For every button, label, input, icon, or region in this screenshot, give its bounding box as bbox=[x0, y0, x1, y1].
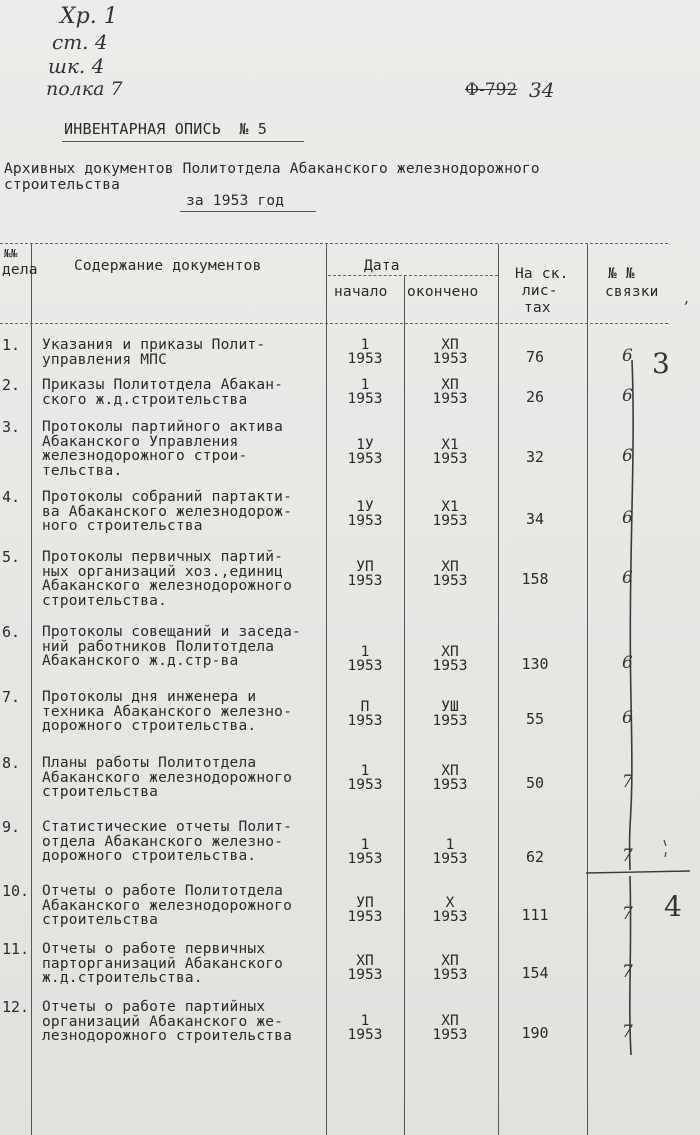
row-page-count: 76 bbox=[525, 348, 545, 366]
date-end-year: 1953 bbox=[432, 351, 468, 367]
date-start-month: XП bbox=[356, 953, 374, 969]
date-end-month: УШ bbox=[441, 699, 459, 715]
col-header-content: Содержание документов bbox=[74, 258, 262, 274]
date-start-year: 1953 bbox=[347, 909, 383, 925]
row-content-line: лезнодорожного строительства bbox=[42, 1028, 293, 1044]
fond-struck: Ф-792 bbox=[465, 80, 518, 100]
year-line: за 1953 год bbox=[186, 193, 285, 209]
hand-mark-line4: полка 7 bbox=[46, 78, 123, 100]
row-number: 3. bbox=[2, 418, 21, 436]
row-page-count: 55 bbox=[525, 710, 545, 728]
row-number: 12. bbox=[2, 998, 30, 1016]
date-end-month: XП bbox=[441, 559, 459, 575]
date-start-year: 1953 bbox=[347, 351, 383, 367]
date-start-year: 1953 bbox=[347, 513, 383, 529]
row-content-line: Протоколы собраний партакти- bbox=[42, 489, 293, 505]
row-content-line: дорожного строительства. bbox=[42, 718, 257, 734]
row-content-line: организаций Абаканского же- bbox=[42, 1013, 284, 1030]
date-start-month: 1 bbox=[360, 763, 370, 779]
date-start-month: 1У bbox=[356, 499, 374, 515]
hand-mark-line3: шк. 4 bbox=[48, 54, 105, 78]
date-start-month: УП bbox=[356, 895, 374, 911]
row-page-count: 62 bbox=[525, 848, 545, 866]
row-number: 5. bbox=[2, 548, 21, 566]
row-number: 1. bbox=[2, 336, 21, 354]
row-bundle-number: 7 bbox=[622, 772, 633, 792]
col-header-date-end: окончено bbox=[407, 284, 479, 300]
row-content-line: дорожного строительства. bbox=[42, 848, 257, 864]
date-start-month: П bbox=[360, 699, 370, 715]
col-header-date-start: начало bbox=[334, 284, 388, 300]
date-end-month: XП bbox=[441, 377, 459, 393]
row-page-count: 34 bbox=[525, 510, 545, 528]
date-end-month: X1 bbox=[441, 437, 459, 453]
row-content-line: Абаканского ж.д.стр-ва bbox=[42, 653, 239, 669]
row-number: 2. bbox=[2, 376, 21, 394]
date-end-year: 1953 bbox=[432, 391, 468, 407]
row-page-count: 50 bbox=[525, 774, 545, 792]
row-content-line: строительства. bbox=[42, 592, 168, 609]
row-number: 8. bbox=[2, 754, 21, 772]
row-bundle-number: 6 bbox=[622, 446, 633, 466]
row-content-line: отдела Абаканского железно- bbox=[42, 833, 284, 850]
row-content-line: ва Абаканского железнодорож- bbox=[42, 503, 293, 520]
row-number: 7. bbox=[2, 688, 21, 706]
fond-number: 34 bbox=[529, 78, 555, 102]
date-end-year: 1953 bbox=[432, 909, 468, 925]
row-content-line: Абаканского железнодорожного bbox=[42, 769, 293, 786]
row-content-line: ний работников Политотдела bbox=[42, 638, 275, 655]
row-number: 6. bbox=[2, 623, 21, 641]
date-end-year: 1953 bbox=[432, 967, 468, 983]
row-content-line: строительства bbox=[42, 912, 159, 928]
row-bundle-number: 6 bbox=[622, 708, 633, 728]
date-start-year: 1953 bbox=[347, 713, 383, 729]
date-end-year: 1953 bbox=[432, 1027, 468, 1043]
row-page-count: 111 bbox=[521, 906, 549, 924]
bundle-3-mark: 3 bbox=[652, 347, 670, 380]
row-content-line: техника Абаканского железно- bbox=[42, 703, 293, 720]
margin-comma-mark: , bbox=[684, 288, 690, 307]
row-content-line: Абаканского железнодорожного bbox=[42, 578, 293, 594]
date-end-month: XП bbox=[441, 763, 459, 779]
date-start-year: 1953 bbox=[347, 967, 383, 983]
date-start-year: 1953 bbox=[347, 777, 383, 793]
row-bundle-number: 7 bbox=[622, 904, 633, 924]
page-title: ИНВЕНТАРНАЯ ОПИСЬ № 5 bbox=[64, 120, 268, 138]
row-bundle-number: 6 bbox=[622, 386, 633, 406]
row-content-line: управления МПС bbox=[42, 351, 168, 368]
date-start-month: 1У bbox=[356, 437, 374, 453]
bundle-4-mark: 4 bbox=[664, 890, 682, 923]
row-page-count: 26 bbox=[525, 388, 545, 406]
row-content-line: ж.д.строительства. bbox=[42, 970, 203, 986]
date-end-month: XП bbox=[441, 644, 459, 660]
date-end-month: 1 bbox=[445, 837, 455, 853]
col-header-pages-l3: тах bbox=[524, 300, 551, 316]
row-content-line: железнодорожного строи- bbox=[42, 448, 248, 464]
row-content-line: Протоколы дня инженера и bbox=[42, 689, 257, 705]
col-header-num-top: №№ bbox=[4, 247, 18, 260]
date-start-month: 1 bbox=[360, 837, 370, 853]
hand-mark-line1: Хр. 1 bbox=[60, 4, 118, 29]
date-start-month: 1 bbox=[360, 337, 370, 353]
col-header-date: Дата bbox=[364, 258, 400, 274]
row-content-line: Приказы Политотдела Абакан- bbox=[42, 377, 284, 393]
date-start-year: 1953 bbox=[347, 391, 383, 407]
date-end-year: 1953 bbox=[432, 777, 468, 793]
date-start-year: 1953 bbox=[347, 1027, 383, 1043]
date-start-month: 1 bbox=[360, 1013, 370, 1029]
row-bundle-number: 7 bbox=[622, 1022, 633, 1042]
date-start-year: 1953 bbox=[347, 573, 383, 589]
row-bundle-number: 7 bbox=[622, 962, 633, 982]
row-content-line: Протоколы совещаний и заседа- bbox=[42, 624, 301, 640]
date-end-year: 1953 bbox=[432, 713, 468, 729]
date-start-month: 1 bbox=[360, 644, 370, 660]
hand-mark-line2: ст. 4 bbox=[52, 30, 108, 54]
row-content-line: строительства bbox=[42, 784, 159, 800]
row-bundle-number: 6 bbox=[622, 346, 633, 366]
date-end-month: X bbox=[445, 895, 455, 911]
date-start-year: 1953 bbox=[347, 658, 383, 674]
row-bundle-number: 6 bbox=[622, 653, 633, 673]
row-content-line: Протоколы партийного актива bbox=[42, 419, 284, 435]
date-end-year: 1953 bbox=[432, 513, 468, 529]
row-content-line: Отчеты о работе Политотдела bbox=[42, 883, 284, 899]
row-number: 9. bbox=[2, 818, 21, 836]
col-header-pages-l1: На ск. bbox=[515, 266, 569, 282]
date-start-year: 1953 bbox=[347, 851, 383, 867]
date-start-year: 1953 bbox=[347, 451, 383, 467]
date-end-month: XП bbox=[441, 1013, 459, 1029]
row-page-count: 32 bbox=[525, 448, 545, 466]
date-end-month: XП bbox=[441, 953, 459, 969]
row-page-count: 190 bbox=[521, 1024, 549, 1042]
row-content-line: Указания и приказы Полит- bbox=[42, 337, 266, 353]
row-page-count: 154 bbox=[521, 964, 549, 982]
row-content-line: Абаканского железнодорожного bbox=[42, 897, 293, 914]
date-end-month: XП bbox=[441, 337, 459, 353]
row-content-line: Абаканского Управления bbox=[42, 433, 239, 450]
col-header-pages-l2: лис- bbox=[522, 283, 558, 299]
row-content-line: Отчеты о работе первичных bbox=[42, 941, 266, 957]
date-end-year: 1953 bbox=[432, 573, 468, 589]
row-number: 11. bbox=[2, 940, 30, 958]
row-content-line: Отчеты о работе партийных bbox=[42, 999, 266, 1015]
row-content-line: Статистические отчеты Полит- bbox=[42, 819, 293, 835]
row-content-line: тельства. bbox=[42, 462, 123, 479]
row-content-line: ного строительства bbox=[42, 518, 203, 534]
row-content-line: ных организаций хоз.,единиц bbox=[42, 563, 284, 580]
subtitle-line2: строительства bbox=[4, 177, 121, 193]
col-header-bundle-l1: № № bbox=[608, 266, 635, 282]
row-content-line: парторганизаций Абаканского bbox=[42, 955, 284, 972]
date-start-month: 1 bbox=[360, 377, 370, 393]
row-content-line: Протоколы первичных партий- bbox=[42, 549, 284, 565]
row-number: 4. bbox=[2, 488, 21, 506]
date-end-year: 1953 bbox=[432, 851, 468, 867]
date-end-month: X1 bbox=[441, 499, 459, 515]
row-content-line: Планы работы Политотдела bbox=[42, 755, 257, 771]
row-content-line: ского ж.д.строительства bbox=[42, 391, 248, 408]
row-page-count: 158 bbox=[521, 570, 549, 588]
date-end-year: 1953 bbox=[432, 451, 468, 467]
date-start-month: УП bbox=[356, 559, 374, 575]
col-header-bundle-l2: связки bbox=[605, 284, 659, 300]
row-page-count: 130 bbox=[521, 655, 549, 673]
col-header-num-bottom: дела bbox=[2, 262, 38, 278]
row-bundle-number: 6 bbox=[622, 568, 633, 588]
subtitle-line1: Архивных документов Политотдела Абаканского железнодорожного bbox=[4, 161, 540, 177]
row-bundle-number: 6 bbox=[622, 508, 633, 528]
row-number: 10. bbox=[2, 882, 30, 900]
row-bundle-number: 7 bbox=[622, 846, 633, 866]
date-end-year: 1953 bbox=[432, 658, 468, 674]
